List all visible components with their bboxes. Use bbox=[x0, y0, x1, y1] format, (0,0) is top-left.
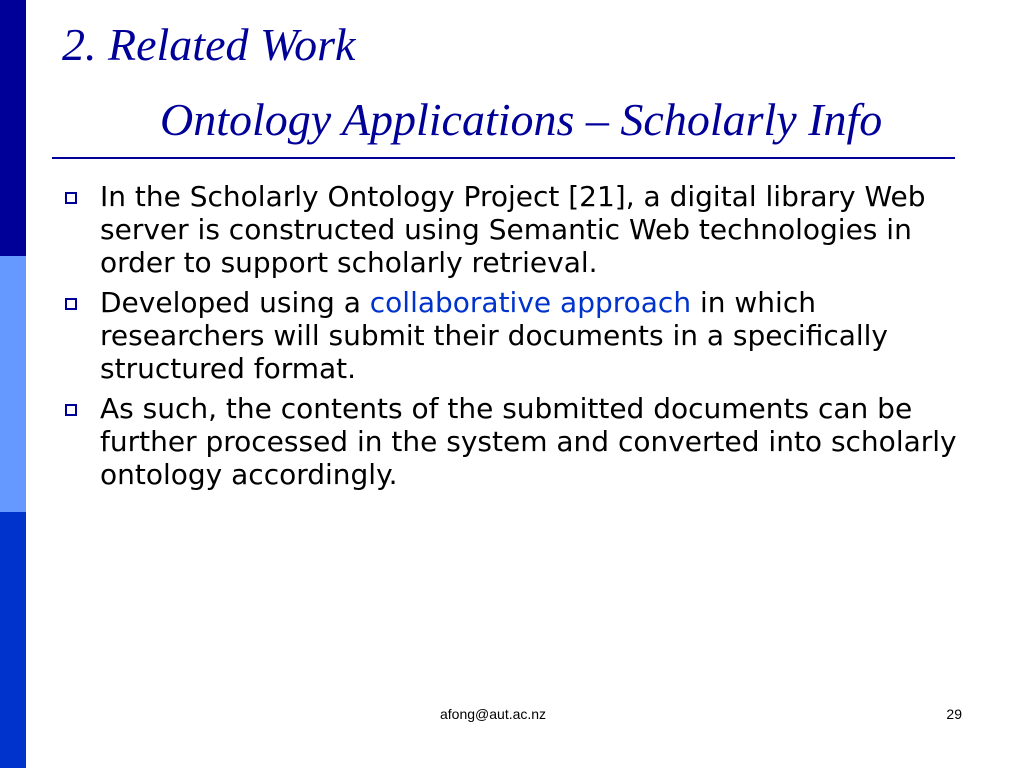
square-bullet-icon bbox=[65, 192, 77, 204]
bullet-item-2 bbox=[62, 286, 962, 385]
square-bullet-icon bbox=[65, 404, 77, 416]
bullet-item-3 bbox=[62, 392, 962, 491]
footer-email: afong@aut.ac.nz bbox=[440, 706, 547, 722]
slide-title: 2. Related Work bbox=[62, 19, 356, 70]
sidebar-middle-band bbox=[0, 256, 26, 512]
title-divider bbox=[52, 157, 955, 159]
bullet-text-after: in which researchers will submit their documents in a specifically structured format. bbox=[100, 286, 889, 385]
bullet-list bbox=[62, 180, 962, 498]
square-bullet-icon bbox=[65, 298, 77, 310]
sidebar-bottom-band bbox=[0, 512, 26, 768]
page-number: 29 bbox=[946, 706, 962, 722]
bullet-text-before: Developed using a bbox=[100, 286, 370, 319]
sidebar-top-band bbox=[0, 0, 26, 256]
bullet-text: As such, the contents of the submitted documents can be further processed in the system and converted into scholarly ontology accordingly. bbox=[100, 392, 957, 491]
bullet-text: In the Scholarly Ontology Project [21], a digital library Web server is constructed using Semantic Web technologies in order to support scholarly retrieval. bbox=[100, 180, 926, 279]
highlighted-phrase: collaborative approach bbox=[369, 286, 692, 319]
bullet-item-1 bbox=[62, 180, 962, 279]
slide-subtitle: Ontology Applications – Scholarly Info bbox=[160, 94, 883, 145]
